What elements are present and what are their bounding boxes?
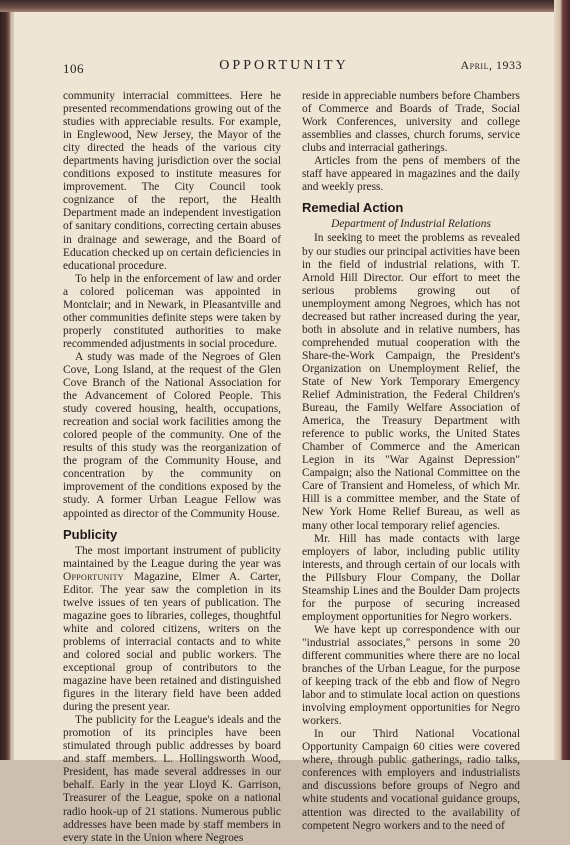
- page-header: [14, 56, 554, 76]
- issue-date: April, 1933: [460, 58, 522, 72]
- text-span: Magazine, Elmer A. Carter, Editor. The year saw the completion in its twelve issues of ten years of publication. The magazine goes to libraries, colleges, thoughtful white and colored citizens, writers on the problems of interracial contacts and to white and colored social and public workers. The exceptional group of contributors to the magazine have been retained and distinguished figures in the literary field have been added during the present year.: [63, 570, 281, 714]
- section-heading-remedial-action: Remedial Action: [302, 200, 404, 216]
- paragraph: In seeking to meet the problems as revealed by our studies our principal activities have been in the field of industrial relations, with T. Arnold Hill Director. Our effort to meet the serious problems growing out of unemployment among Negroes, which has not decreased but rather increased during the year, both in absolute and in relative numbers, has comprehended mutual cooperation with the Share-the-Work Campaign, the President's Organization on Unemployment Relief, the State of New York Temporary Emergency Relief Administration, the Federal Children's Bureau, the Family Welfare Association of America, the Treasury Department with reference to public works, the United States Chamber of Commerce and the American Legion in its "War Against Depression" Campaign; also the National Committee on the Care of Transient and Homeless, of which Mr. Hill is a committee member, and the State of New York Home Relief Bureau, as well as many other local temporary relief agencies.: [302, 232, 520, 532]
- magazine-name: Opportunity: [63, 570, 124, 583]
- paragraph: [63, 545, 281, 715]
- page-number: 106: [63, 61, 84, 76]
- right-column: [302, 90, 520, 833]
- magazine-title: OPPORTUNITY: [219, 58, 349, 73]
- paragraph: The publicity for the League's ideals and the promotion of its principles have been stimulated through public addresses by board and staff members. L. Hollingsworth Wood, President, has made several addresses in our behalf. Early in the year Lloyd K. Garrison, Treasurer of the League, spoke on a national radio hook-up of 21 stations. Numerous public addresses have been made by staff members in every state in the Union where Negroes: [63, 714, 281, 844]
- paragraph: To help in the enforcement of law and order a colored policeman was appointed in Montclair; and in Newark, in Pleasantville and other communities definite steps were taken by properly constituted authorities to make recommended adjustments in social procedure.: [63, 272, 281, 350]
- book-binding-edge: [554, 0, 570, 760]
- paragraph: A study was made of the Negroes of Glen Cove, Long Island, at the request of the Glen Cove Branch of the National Association for the Advancement of Colored People. This study covered housing, health, occupations, recreation and social work facilities among the colored people of the community. One of the results of this study was the reorganization of the program of the Community House, and concentration by the community on improvement of the conditions exposed by the study. A former Urban League Fellow was appointed as director of the Community House.: [63, 350, 281, 520]
- paragraph: Mr. Hill has made contacts with large employers of labor, including public utility interests, and through certain of our locals with the Pillsbury Flour Company, the Dollar Steamship Lines and the Boulder Dam projects for the purpose of securing increased employment opportunities for Negro workers.: [302, 532, 520, 623]
- text-span: The most important instrument of publicity maintained by the League during the year was: [63, 544, 281, 570]
- subsection-heading: Department of Industrial Relations: [331, 218, 491, 231]
- paragraph: community interracial committees. Here he presented recommendations growing out of the studies with appreciable results. For example, in Englewood, New Jersey, the Mayor of the city directed the heads of the various city departments having jurisdiction over the social conditions exposed to institute measures for improvement. The City Council took cognizance of the report, the Health Department made an independent investigation of sanitary conditions, correcting certain abuses in drainage and sewerage, and the Board of Education checked up on certain deficiencies in educational procedure.: [63, 90, 281, 272]
- document-page: [14, 12, 554, 844]
- section-heading-publicity: Publicity: [63, 526, 118, 542]
- paragraph: We have kept up correspondence with our "industrial associates," persons in some 20 different communities where there are no local branches of the Urban League, for the purpose of keeping track of the ebb and flow of Negro labor and to stimulate local action on questions involving employment opportunities for Negro workers.: [302, 623, 520, 728]
- left-column: [63, 90, 281, 845]
- paragraph: Articles from the pens of members of the staff have appeared in magazines and the daily and weekly press.: [302, 155, 520, 194]
- paragraph: reside in appreciable numbers before Chambers of Commerce and Boards of Trade, Social Work Conferences, university and college assemblies and classes, church forums, service clubs and interracial gatherings.: [302, 90, 520, 155]
- paragraph: In our Third National Vocational Opportunity Campaign 60 cities were covered where, through public gatherings, radio talks, conferences with employers and industrialists and discussions before groups of Negro and white students and vocational guidance groups, attention was directed to the availability of competent Negro workers and to the need of: [302, 728, 520, 832]
- book-top-edge: [0, 0, 570, 12]
